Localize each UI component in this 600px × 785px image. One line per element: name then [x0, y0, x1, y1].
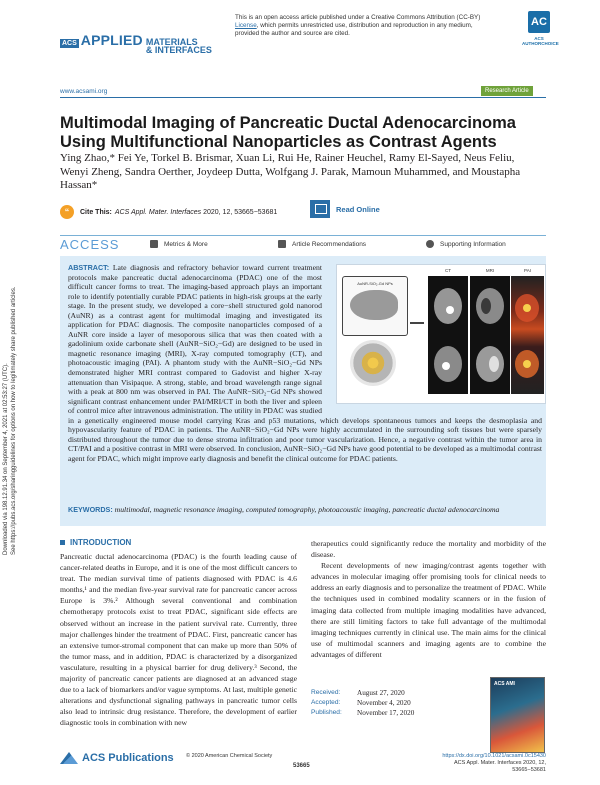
toc-ct-image	[428, 276, 468, 394]
download-note-line-2: See https://pubs.acs.org/sharingguidelines for options on how to legitimately share published articles.	[10, 286, 17, 555]
journal-cover-thumbnail	[490, 677, 545, 753]
accepted-label: Accepted:	[311, 699, 341, 706]
intro-heading	[60, 538, 131, 547]
abstract-body: Late diagnosis and refractory behavior toward current treatment protocols make pancreatic ductal adenocarcinoma (PDAC) one of the most difficult cancer forms to treat. The imaging-based approach plays an important role to identify potentially curable PDAC patients in high-risk groups at the early stage. In the present study, we developed a core−shell structured gold nanorod (AuNR) as a contrast agent for multimodal imaging and investigated its application for PDAC diagnosis. The composite nanoparticles composed of a AuNR core inside a layer of mesoporous silica that was then coated with a gadolinium oxide carbonate shell (AuNR−SiO₂−Gd) are designed to be used in magnetic resonance imaging (MRI), X-ray computed tomography (CT), and photoacoustic imaging (PAI). A phantom study with the AuNR−SiO₂−Gd NPs demonstrated higher MRI contrast compared to Gadovist and higher X-ray attenuation than Visipaque. A strong, stable, and broad wavelength range signal with a peak at 800 nm was observed in PAI. The AuNR−SiO₂−Gd NPs showed significant contrast enhancement under PAI/MRI/CT in both the liver and spleen of control mice after intravenous administration. The utility in PDAC was studied in a genetically engineered mouse model carrying Kras and p53 mutations, which develops spontaneous tumors and keeps the desmoplasia and hypovascularity feature of PDAC in patients. The AuNR−SiO₂−Gd NPs were highly accumulated in the surrounding soft tissues but were sparsely distributed throughout the tumor due to dense stroma infiltration and poor tumor vascularization. Hence, a negative contrast within the tumor area in CT/PAI and a positive contrast in MRI were observed. In conclusion, AuNR−SiO₂−Gd NPs have good potential to be developed as a multimodal contrast agent for PDAC, which might improve early diagnosis and benefit the clinical outcome for PDAC patients.	[68, 263, 542, 463]
keywords-heading: KEYWORDS:	[68, 505, 113, 514]
authorchoice-logo: AC	[528, 11, 550, 33]
supporting-info-link[interactable]	[426, 240, 506, 248]
date-row-received	[311, 688, 441, 698]
nanoparticle-illustration	[350, 340, 396, 386]
toc-pai-image	[511, 276, 544, 394]
cite-reference	[115, 209, 277, 216]
date-row-accepted	[311, 698, 441, 708]
toc-arrow	[410, 322, 424, 324]
toc-pai-label: PAI	[524, 268, 531, 273]
author-list: Ying Zhao,* Fei Ye, Torkel B. Brismar, Xuan Li, Rui He, Rainer Heuchel, Ramy El-Sayed, Neus Feliu, Wenyi Zheng, Sandra Oerther, Joydeep Dutta, Wolfgang J. Parak, Mamoun Muhammed, and Moustapha Hassan*	[60, 152, 521, 191]
journal-name-main: APPLIED	[80, 32, 143, 48]
download-note-line-1: Downloaded via 198.12.91.34 on September 4, 2021 at 02:53:27 (UTC).	[3, 363, 9, 555]
recommendations-label: Article Recommendations	[292, 240, 367, 248]
recommendations-icon	[278, 240, 286, 248]
doi-link[interactable]: https://dx.doi.org/10.1021/acsami.0c15430	[442, 753, 546, 759]
intro-heading-label: INTRODUCTION	[70, 538, 132, 547]
cite-this	[60, 205, 277, 219]
journal-logo	[60, 32, 212, 54]
footer-citation: ACS Appl. Mater. Interfaces 2020, 12, 53665−53681	[453, 760, 546, 773]
keywords	[68, 505, 542, 515]
section-square-icon	[60, 540, 65, 545]
site-url-link[interactable]: www.acsami.org	[60, 88, 108, 95]
license-line-1: This is an open access article published under a Creative Commons Attribution (CC-BY)	[235, 14, 481, 21]
accepted-date: November 4, 2020	[357, 699, 411, 707]
read-online-label: Read Online	[336, 204, 380, 214]
supporting-info-icon	[426, 240, 434, 248]
article-dates	[311, 688, 441, 718]
intro-left-column	[60, 551, 297, 729]
license-link[interactable]: License	[235, 22, 257, 30]
license-notice	[235, 14, 520, 39]
cite-label: Cite This:	[80, 208, 112, 216]
doi-block	[420, 753, 546, 774]
keywords-list: multimodal, magnetic resonance imaging, computed tomography, photoacoustic imaging, pancreatic ductal adenocarcinoma	[112, 505, 500, 514]
received-date: August 27, 2020	[357, 689, 405, 697]
article-type-badge: Research Article	[481, 86, 533, 96]
header-rule	[60, 97, 546, 98]
mri-scan-graphic	[470, 276, 510, 394]
cite-rest: 2020, 12, 53665−53681	[201, 208, 278, 216]
toc-mri-label: MRI	[485, 268, 495, 273]
cite-icon[interactable]: “	[60, 205, 74, 219]
intro-paragraph-2: Recent developments of new imaging/contrast agents together with advances in molecular imaging offer promising tools for clinical needs to address an early diagnosis and to personalize the treatment of PDAC. While the techniques used in combined modality scanners or in the fusion of imaging data collected from multiple imaging modalities have advanced, there are still limiting factors to take full advantage of the multimodal imaging techniques currently in clinical use. The main aims for the clinical use of multimodal scanners and imaging agents are to combine the advantages of different	[311, 561, 546, 659]
cover-title: ACS AMI	[494, 681, 515, 687]
mouse-illustration	[350, 290, 398, 320]
published-label: Published:	[311, 709, 342, 716]
toc-mri-image	[470, 276, 510, 394]
access-label: ACCESS	[60, 237, 120, 252]
ct-scan-graphic	[428, 276, 468, 394]
date-row-published	[311, 708, 441, 718]
recommendations-link[interactable]	[278, 240, 366, 248]
metrics-label: Metrics & More	[164, 240, 208, 248]
received-label: Received:	[311, 689, 341, 696]
license-line-3: provided the author and source are cited.	[235, 30, 350, 38]
article-title: Multimodal Imaging of Pancreatic Ductal Adenocarcinoma Using Multifunctional Nanoparticles as Contrast Agents	[60, 114, 516, 151]
acs-publications-logo[interactable]	[60, 752, 174, 764]
journal-name-sub	[146, 38, 212, 54]
intro-paragraph-continued: therapeutics could significantly reduce the mortality and morbidity of the disease.	[311, 539, 546, 560]
metrics-link[interactable]	[150, 240, 208, 248]
supporting-info-label: Supporting Information	[440, 240, 506, 248]
copyright: © 2020 American Chemical Society	[186, 753, 273, 759]
acs-publications-icon	[60, 752, 78, 764]
journal-sub-2: & INTERFACES	[145, 45, 212, 55]
read-online-button[interactable]	[310, 200, 380, 218]
published-date: November 17, 2020	[357, 709, 415, 717]
authorchoice-text: ACS AUTHORCHOICE	[522, 36, 559, 46]
read-online-icon	[310, 200, 330, 218]
access-rule	[60, 235, 546, 236]
page-number: 53665	[293, 763, 310, 769]
publisher-name: ACS Publications	[82, 752, 174, 764]
cite-journal: ACS Appl. Mater. Interfaces	[114, 208, 202, 216]
intro-paragraph-1: Pancreatic ductal adenocarcinoma (PDAC) is the fourth leading cause of cancer-related deaths in Europe, and it is one of the most difficult cancers to treat. The median survival time of patients diagnosed with PDAC is 4.6 months,¹ and the median five-year survival rate for pancreatic cancer across Europe is 3%.² Although several conventional and combination chemotherapy protocols exist to treat PDAC, significant side effects are observed without an increase in the patient survival rate. Currently, three major challenges hinder the treatment of PDAC. First, pancreatic cancer has an extensive tumor-stromal component that can make up more than 50% of the tumor mass, and in addition, PDAC is characterized by a disorganized vasculature, resulting in a physical barrier for drug delivery.³ Second, the majority of pancreatic cancer patients are diagnosed at an advanced stage due to a lack of biomarkers and/or vague symptoms. At last, multiple genetic alterations and dysfunctional signaling pathways in pancreatic tumor cells also lead to intrinsic drug resistance. Therefore, the development of earlier diagnostic tools in combination with new	[60, 552, 297, 728]
metrics-icon	[150, 240, 158, 248]
abstract-heading: ABSTRACT:	[68, 263, 110, 272]
toc-np-label: AuNR-SiO₂-Gd NPs	[357, 281, 393, 286]
toc-ct-label: CT	[445, 268, 451, 273]
intro-right-column	[311, 538, 546, 660]
pai-scan-graphic	[511, 276, 544, 394]
acs-box: ACS	[62, 40, 77, 47]
journal-sub-1: MATERIALS	[145, 37, 198, 47]
license-line-2: , which permits unrestricted use, distribution and reproduction in any medium,	[256, 22, 473, 30]
